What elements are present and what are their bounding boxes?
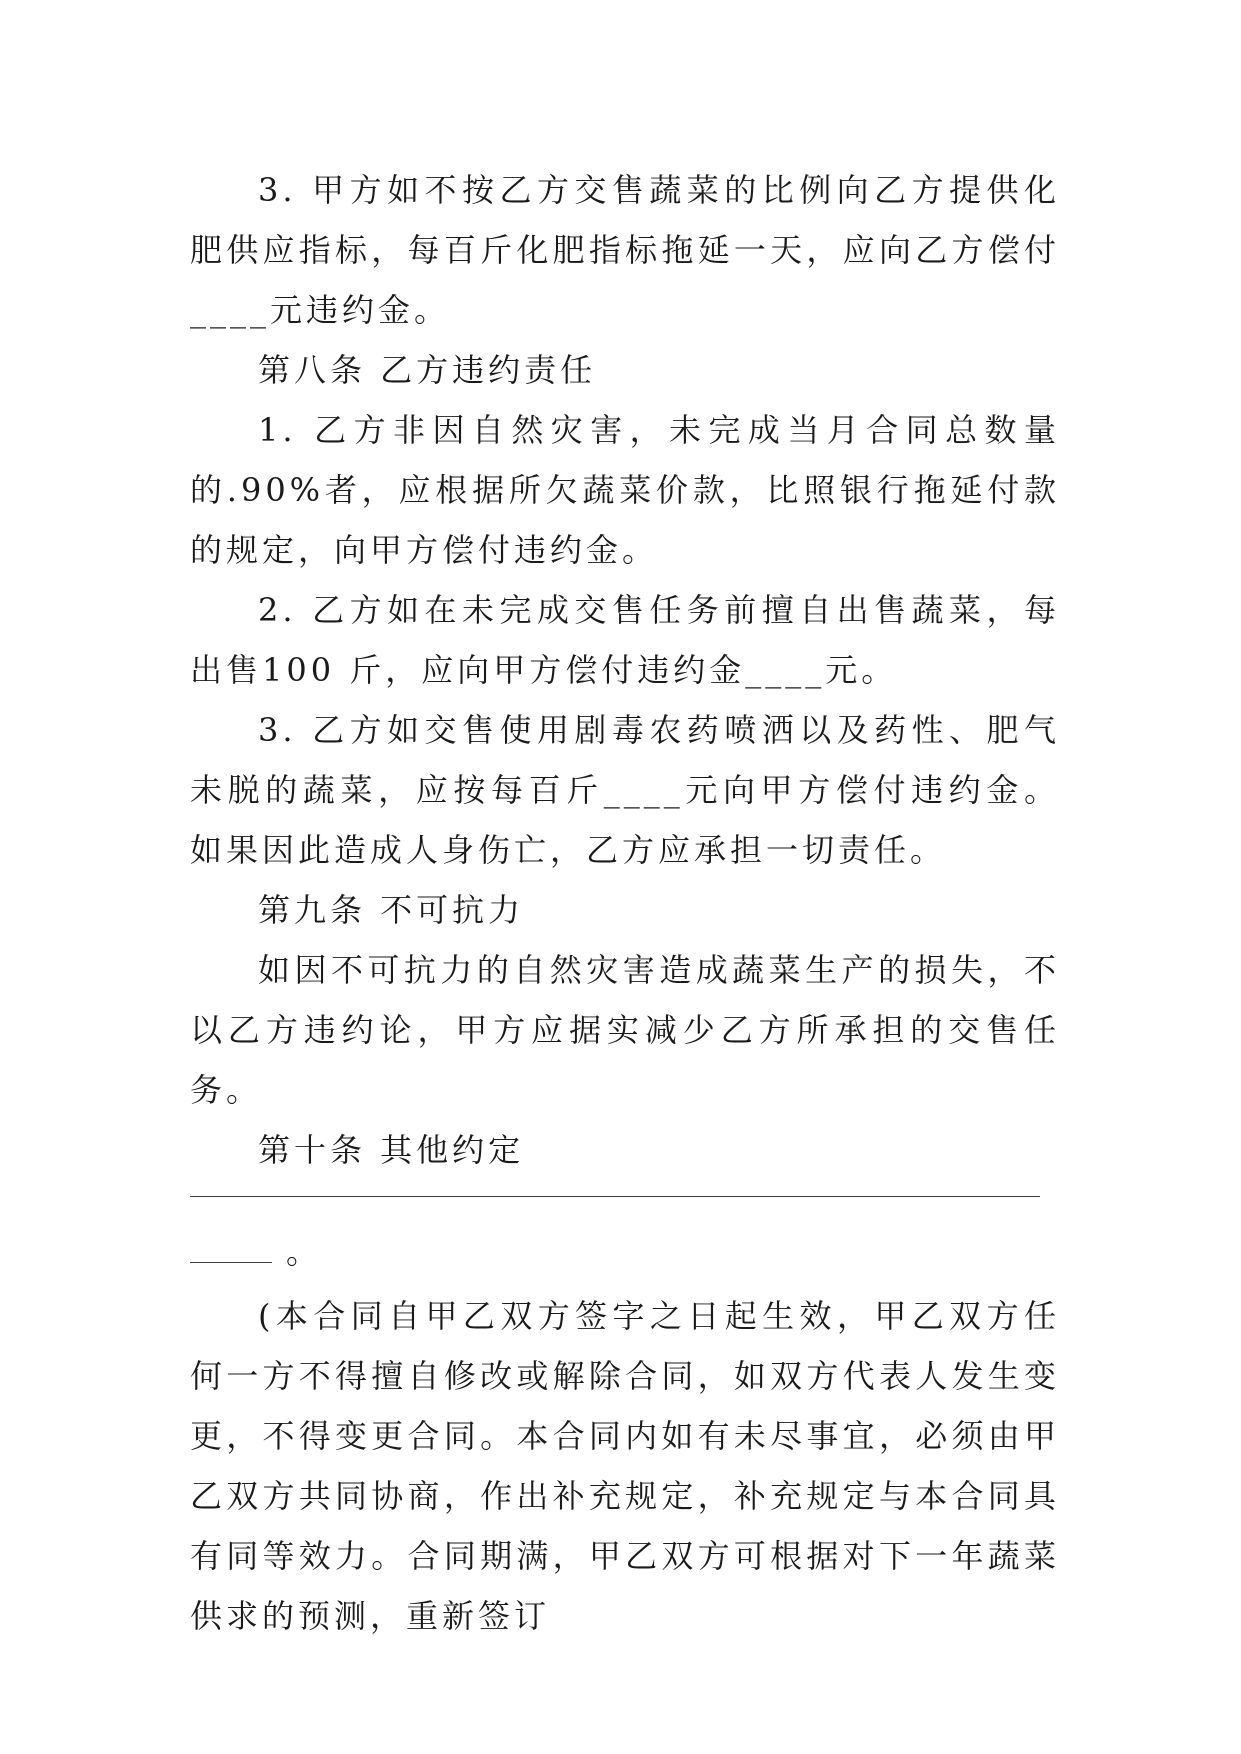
article-10-heading: 第十条 其他约定 (258, 1131, 525, 1169)
clause-8-item-2: 2. 乙方如在未完成交售任务前擅自出售蔬菜，每出售100 斤，应向甲方偿付违约金____元。 (190, 591, 1060, 689)
clause-7-item-3: 3. 甲方如不按乙方交售蔬菜的比例向乙方提供化肥供应指标，每百斤化肥指标拖延一天，应向乙方偿付____元违约金。 (190, 171, 1060, 329)
closing-section (190, 1286, 1060, 1646)
clause-8-item-1: 1. 乙方非因自然灾害，未完成当月合同总数量的.90%者，应根据所欠蔬菜价款，比照银行拖延付款的规定，向甲方偿付违约金。 (190, 411, 1060, 569)
contract-body (190, 160, 1060, 1180)
article-8-heading: 第八条 乙方违约责任 (258, 351, 597, 389)
tail-period: 。 (286, 1233, 323, 1271)
closing-paragraph: (本合同自甲乙双方签字之日起生效，甲乙双方任何一方不得擅自修改或解除合同，如双方代表人发生变更，不得变更合同。本合同内如有未尽事宜，必须由甲乙双方共同协商，作出补充规定，补充规定与本合同具有同等效力。合同期满，甲乙双方可根据对下一年蔬菜供求的预测，重新签订 (190, 1297, 1060, 1635)
fill-in-tail (190, 1222, 322, 1282)
article-9-heading: 第九条 不可抗力 (258, 891, 525, 929)
clause-8-item-3: 3. 乙方如交售使用剧毒农药喷洒以及药性、肥气未脱的蔬菜，应按每百斤____元向甲方偿付违约金。如果因此造成人身伤亡，乙方应承担一切责任。 (190, 711, 1060, 869)
fill-in-blank (190, 1226, 272, 1263)
article-9-text: 如因不可抗力的自然灾害造成蔬菜生产的损失，不以乙方违约论，甲方应据实减少乙方所承担的交售任务。 (190, 951, 1060, 1109)
fill-in-line (190, 1196, 1040, 1197)
